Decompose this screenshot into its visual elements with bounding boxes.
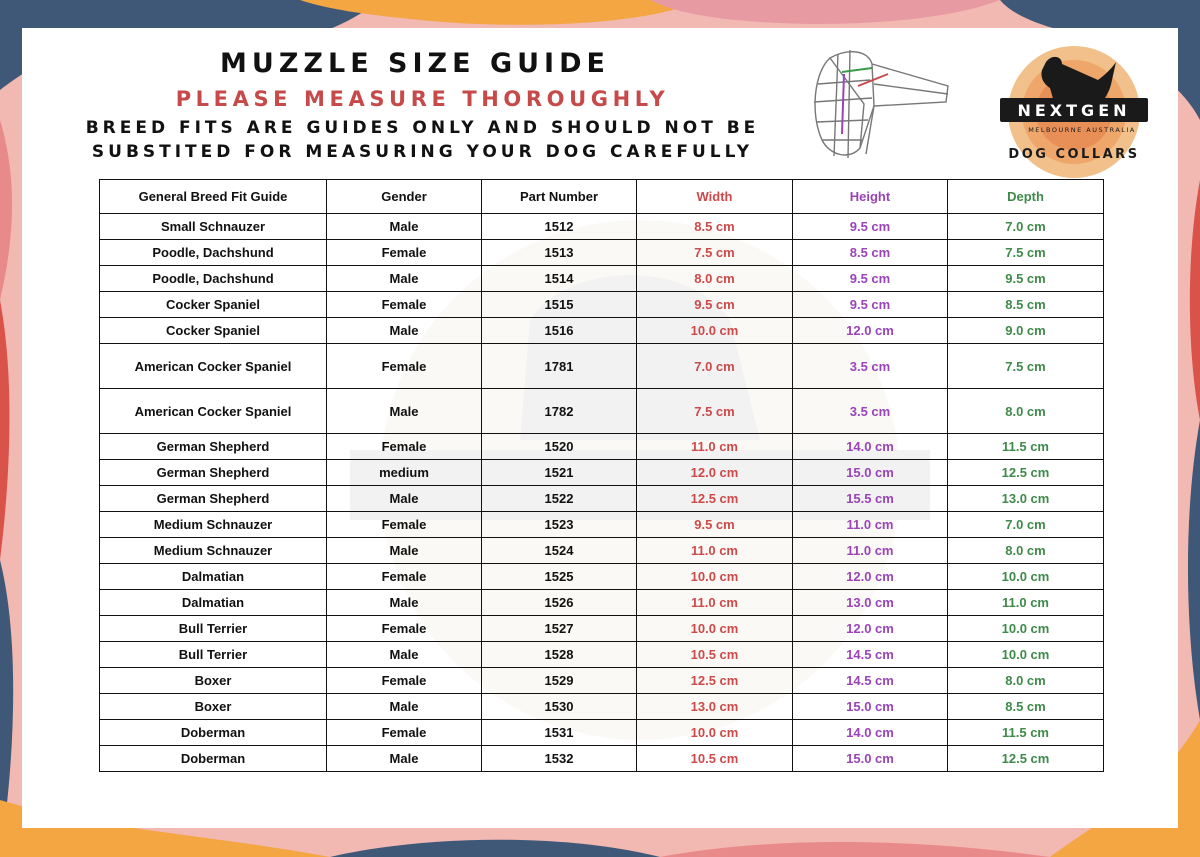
- cell-gender: Male: [327, 214, 482, 240]
- cell-depth: 11.5 cm: [948, 434, 1104, 460]
- cell-gender: Female: [327, 668, 482, 694]
- cell-part-number: 1782: [482, 389, 637, 434]
- cell-part-number: 1532: [482, 746, 637, 772]
- table-row: [100, 720, 1104, 746]
- cell-breed: American Cocker Spaniel: [100, 389, 327, 434]
- muzzle-illustration: [808, 44, 958, 162]
- cell-breed: Bull Terrier: [100, 616, 327, 642]
- cell-part-number: 1521: [482, 460, 637, 486]
- table-row: [100, 292, 1104, 318]
- cell-part-number: 1522: [482, 486, 637, 512]
- cell-height: 3.5 cm: [793, 389, 948, 434]
- cell-part-number: 1526: [482, 590, 637, 616]
- cell-width: 10.5 cm: [637, 642, 793, 668]
- cell-width: 11.0 cm: [637, 590, 793, 616]
- cell-depth: 9.5 cm: [948, 266, 1104, 292]
- table-row: [100, 266, 1104, 292]
- cell-width: 10.0 cm: [637, 616, 793, 642]
- cell-part-number: 1515: [482, 292, 637, 318]
- table-row: [100, 486, 1104, 512]
- cell-breed: Cocker Spaniel: [100, 292, 327, 318]
- cell-depth: 7.0 cm: [948, 512, 1104, 538]
- cell-height: 9.5 cm: [793, 292, 948, 318]
- table-row: [100, 214, 1104, 240]
- cell-breed: Small Schnauzer: [100, 214, 327, 240]
- cell-width: 8.5 cm: [637, 214, 793, 240]
- cell-part-number: 1528: [482, 642, 637, 668]
- table-row: [100, 642, 1104, 668]
- cell-width: 11.0 cm: [637, 538, 793, 564]
- cell-height: 15.0 cm: [793, 460, 948, 486]
- cell-width: 13.0 cm: [637, 694, 793, 720]
- cell-gender: Female: [327, 240, 482, 266]
- cell-gender: Male: [327, 389, 482, 434]
- table-row: [100, 616, 1104, 642]
- cell-depth: 11.0 cm: [948, 590, 1104, 616]
- table-row: [100, 434, 1104, 460]
- cell-height: 9.5 cm: [793, 266, 948, 292]
- cell-part-number: 1530: [482, 694, 637, 720]
- cell-width: 9.5 cm: [637, 292, 793, 318]
- cell-part-number: 1513: [482, 240, 637, 266]
- cell-width: 9.5 cm: [637, 512, 793, 538]
- cell-gender: Male: [327, 694, 482, 720]
- cell-part-number: 1514: [482, 266, 637, 292]
- cell-depth: 10.0 cm: [948, 564, 1104, 590]
- cell-gender: Female: [327, 344, 482, 389]
- table-row: [100, 460, 1104, 486]
- table-row: [100, 668, 1104, 694]
- cell-depth: 11.5 cm: [948, 720, 1104, 746]
- cell-height: 14.0 cm: [793, 720, 948, 746]
- cell-height: 15.0 cm: [793, 694, 948, 720]
- cell-gender: Male: [327, 486, 482, 512]
- cell-height: 14.5 cm: [793, 642, 948, 668]
- cell-part-number: 1525: [482, 564, 637, 590]
- cell-gender: Male: [327, 642, 482, 668]
- cell-breed: Medium Schnauzer: [100, 538, 327, 564]
- cell-height: 15.0 cm: [793, 746, 948, 772]
- cell-width: 12.5 cm: [637, 486, 793, 512]
- cell-width: 7.0 cm: [637, 344, 793, 389]
- cell-part-number: 1520: [482, 434, 637, 460]
- cell-depth: 8.5 cm: [948, 292, 1104, 318]
- cell-breed: Doberman: [100, 720, 327, 746]
- cell-breed: German Shepherd: [100, 434, 327, 460]
- cell-gender: Female: [327, 564, 482, 590]
- cell-breed: Poodle, Dachshund: [100, 240, 327, 266]
- cell-breed: Cocker Spaniel: [100, 318, 327, 344]
- page-subtitle: PLEASE MEASURE THOROUGHLY: [175, 87, 670, 111]
- cell-breed: Poodle, Dachshund: [100, 266, 327, 292]
- cell-depth: 7.0 cm: [948, 214, 1104, 240]
- cell-width: 7.5 cm: [637, 240, 793, 266]
- logo-location: MELBOURNE AUSTRALIA: [1028, 126, 1136, 134]
- disclaimer-line-2: SUBSTITED FOR MEASURING YOUR DOG CAREFULLY: [91, 142, 754, 162]
- table-row: [100, 694, 1104, 720]
- cell-depth: 7.5 cm: [948, 240, 1104, 266]
- cell-height: 13.0 cm: [793, 590, 948, 616]
- cell-breed: Medium Schnauzer: [100, 512, 327, 538]
- cell-part-number: 1531: [482, 720, 637, 746]
- cell-part-number: 1527: [482, 616, 637, 642]
- col-header-gender: Gender: [327, 180, 482, 214]
- cell-gender: Female: [327, 720, 482, 746]
- cell-height: 12.0 cm: [793, 318, 948, 344]
- logo-tagline: DOG COLLARS: [1008, 147, 1140, 162]
- table-row: [100, 538, 1104, 564]
- col-header-depth: Depth: [948, 180, 1104, 214]
- cell-depth: 13.0 cm: [948, 486, 1104, 512]
- cell-breed: Boxer: [100, 694, 327, 720]
- table-row: [100, 590, 1104, 616]
- cell-width: 10.0 cm: [637, 720, 793, 746]
- cell-gender: Male: [327, 590, 482, 616]
- cell-width: 7.5 cm: [637, 389, 793, 434]
- cell-breed: Boxer: [100, 668, 327, 694]
- cell-height: 15.5 cm: [793, 486, 948, 512]
- table-row: [100, 389, 1104, 434]
- cell-height: 11.0 cm: [793, 538, 948, 564]
- cell-part-number: 1781: [482, 344, 637, 389]
- cell-gender: Male: [327, 746, 482, 772]
- cell-depth: 9.0 cm: [948, 318, 1104, 344]
- cell-width: 10.0 cm: [637, 564, 793, 590]
- cell-width: 10.5 cm: [637, 746, 793, 772]
- cell-depth: 7.5 cm: [948, 344, 1104, 389]
- size-guide-table: [99, 179, 1104, 772]
- table-row: [100, 564, 1104, 590]
- col-header-part-number: Part Number: [482, 180, 637, 214]
- cell-gender: Female: [327, 616, 482, 642]
- table-row: [100, 344, 1104, 389]
- cell-breed: German Shepherd: [100, 486, 327, 512]
- cell-part-number: 1516: [482, 318, 637, 344]
- cell-width: 8.0 cm: [637, 266, 793, 292]
- cell-depth: 10.0 cm: [948, 642, 1104, 668]
- table-body: [100, 214, 1104, 772]
- cell-height: 14.0 cm: [793, 434, 948, 460]
- col-header-breed: General Breed Fit Guide: [100, 180, 327, 214]
- nextgen-logo: [1000, 40, 1148, 180]
- table-row: [100, 512, 1104, 538]
- cell-depth: 8.0 cm: [948, 389, 1104, 434]
- cell-part-number: 1523: [482, 512, 637, 538]
- cell-gender: Male: [327, 538, 482, 564]
- col-header-width: Width: [637, 180, 793, 214]
- cell-width: 11.0 cm: [637, 434, 793, 460]
- cell-gender: Male: [327, 266, 482, 292]
- cell-height: 12.0 cm: [793, 564, 948, 590]
- table-row: [100, 240, 1104, 266]
- cell-gender: Male: [327, 318, 482, 344]
- cell-depth: 12.5 cm: [948, 460, 1104, 486]
- cell-depth: 8.5 cm: [948, 694, 1104, 720]
- cell-part-number: 1524: [482, 538, 637, 564]
- cell-height: 8.5 cm: [793, 240, 948, 266]
- cell-width: 12.5 cm: [637, 668, 793, 694]
- disclaimer-line-1: BREED FITS ARE GUIDES ONLY AND SHOULD NOT BE: [85, 118, 760, 138]
- cell-gender: Female: [327, 512, 482, 538]
- cell-breed: German Shepherd: [100, 460, 327, 486]
- logo-brand: NEXTGEN: [1017, 101, 1131, 120]
- cell-part-number: 1529: [482, 668, 637, 694]
- cell-height: 14.5 cm: [793, 668, 948, 694]
- cell-depth: 8.0 cm: [948, 538, 1104, 564]
- cell-part-number: 1512: [482, 214, 637, 240]
- cell-height: 12.0 cm: [793, 616, 948, 642]
- page-title: MUZZLE SIZE GUIDE: [220, 48, 610, 79]
- table-header-row: [100, 180, 1104, 214]
- disclaimer: [0, 116, 845, 164]
- cell-breed: Bull Terrier: [100, 642, 327, 668]
- col-header-height: Height: [793, 180, 948, 214]
- cell-height: 3.5 cm: [793, 344, 948, 389]
- table-row: [100, 318, 1104, 344]
- cell-breed: Dalmatian: [100, 564, 327, 590]
- cell-width: 10.0 cm: [637, 318, 793, 344]
- cell-height: 11.0 cm: [793, 512, 948, 538]
- cell-height: 9.5 cm: [793, 214, 948, 240]
- cell-depth: 12.5 cm: [948, 746, 1104, 772]
- cell-depth: 8.0 cm: [948, 668, 1104, 694]
- cell-gender: Female: [327, 292, 482, 318]
- cell-breed: Doberman: [100, 746, 327, 772]
- table-row: [100, 746, 1104, 772]
- cell-width: 12.0 cm: [637, 460, 793, 486]
- cell-gender: Female: [327, 434, 482, 460]
- cell-breed: Dalmatian: [100, 590, 327, 616]
- cell-breed: American Cocker Spaniel: [100, 344, 327, 389]
- cell-gender: medium: [327, 460, 482, 486]
- cell-depth: 10.0 cm: [948, 616, 1104, 642]
